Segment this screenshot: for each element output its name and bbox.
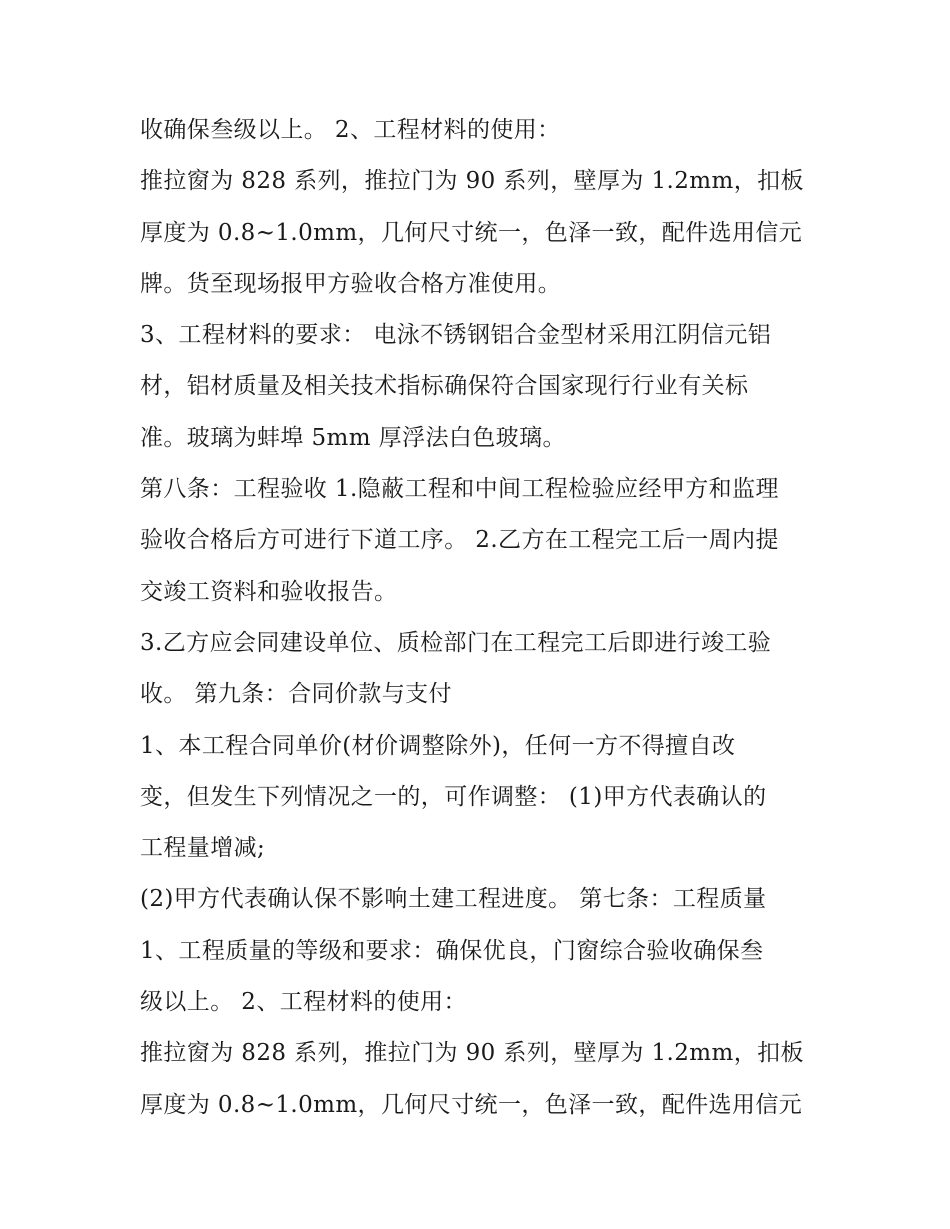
text-line: 厚度为 0.8~1.0mm，几何尺寸统一，色泽一致，配件选用信元 xyxy=(140,1091,803,1118)
text-line: 变，但发生下列情况之一的，可作调整： (1)甲方代表确认的 xyxy=(140,783,767,810)
text-line: 第八条：工程验收 1.隐蔽工程和中间工程检验应经甲方和监理 xyxy=(140,476,779,503)
text-line: 级以上。 2、工程材料的使用： xyxy=(140,989,467,1016)
text-line: 厚度为 0.8~1.0mm，几何尺寸统一，色泽一致，配件选用信元 xyxy=(140,219,803,246)
text-line: 1、工程质量的等级和要求：确保优良，门窗综合验收确保叁 xyxy=(140,937,764,964)
text-line: (2)甲方代表确认保不影响土建工程进度。 第七条：工程质量 xyxy=(140,886,767,913)
text-line: 收。 第九条：合同价款与支付 xyxy=(140,681,452,708)
text-line: 材，铝材质量及相关技术指标确保符合国家现行行业有关标 xyxy=(140,373,749,400)
text-line: 3.乙方应会同建设单位、质检部门在工程完工后即进行竣工验 xyxy=(140,629,772,656)
text-line: 推拉窗为 828 系列，推拉门为 90 系列，壁厚为 1.2mm，扣板 xyxy=(140,168,804,195)
document-body xyxy=(140,108,830,1134)
text-line: 交竣工资料和验收报告。 xyxy=(140,578,398,605)
text-line: 3、工程材料的要求： 电泳不锈钢铝合金型材采用江阴信元铝 xyxy=(140,322,772,349)
text-line: 牌。货至现场报甲方验收合格方准使用。 xyxy=(140,270,562,297)
text-line: 工程量增减; xyxy=(140,835,266,862)
text-line: 推拉窗为 828 系列，推拉门为 90 系列，壁厚为 1.2mm，扣板 xyxy=(140,1040,804,1067)
text-line: 1、本工程合同单价(材价调整除外)，任何一方不得擅自改 xyxy=(140,732,736,759)
text-line: 验收合格后方可进行下道工序。 2.乙方在工程完工后一周内提 xyxy=(140,527,779,554)
text-line: 收确保叁级以上。 2、工程材料的使用： xyxy=(140,117,561,143)
text-line: 准。玻璃为蚌埠 5mm 厚浮法白色玻璃。 xyxy=(140,424,566,451)
